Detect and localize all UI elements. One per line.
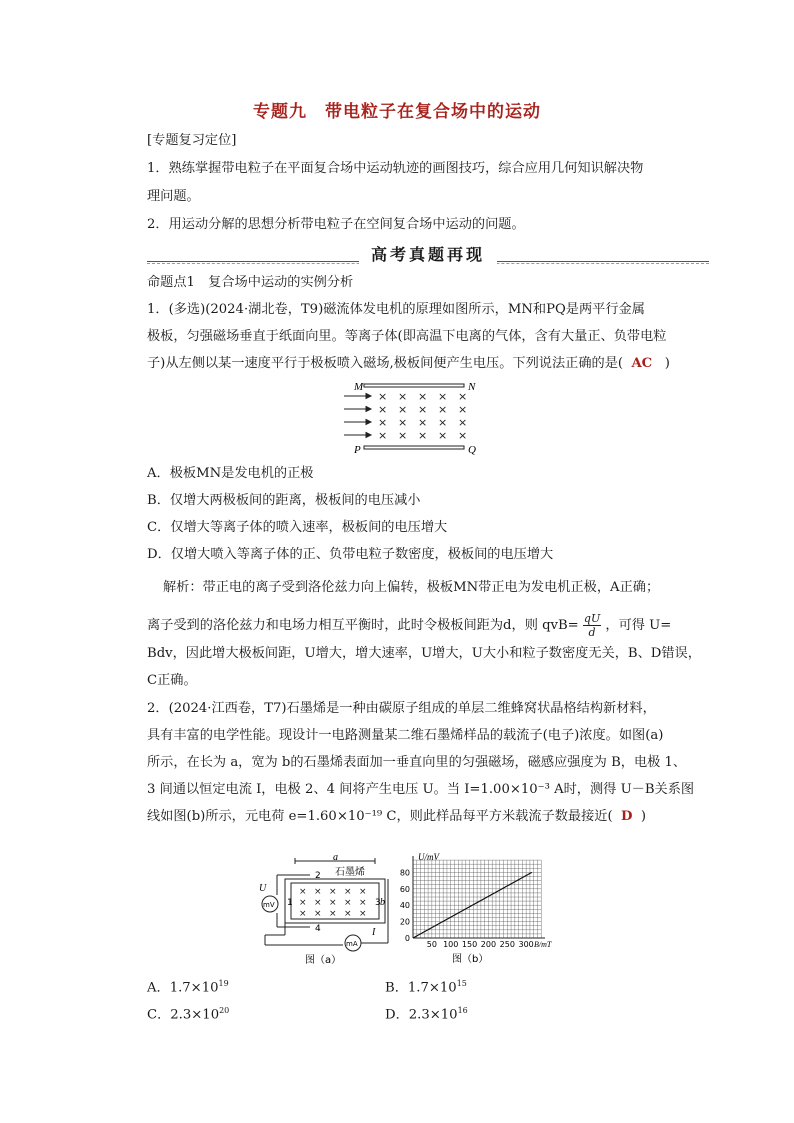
mv-label: mV (263, 901, 275, 909)
q1-option-c: C．仅增大等离子体的喷入速率，极板间的电压增大 (147, 520, 448, 535)
field-cross: × (418, 390, 428, 403)
label-p: P (354, 444, 361, 456)
field-cross: × (314, 909, 322, 919)
field-cross: × (398, 403, 408, 416)
field-cross: × (438, 403, 448, 416)
field-cross: × (438, 429, 448, 442)
field-cross: × (344, 887, 352, 897)
field-cross: × (458, 390, 468, 403)
field-cross: × (418, 429, 428, 442)
q1-solution-2: 离子受到的洛伦兹力和电场力相互平衡时，此时令极板间距为d，则 qvB= $\frac{qU}{d}$ ，可得 U= (147, 612, 672, 639)
q2-option-a: A．$1.7\times 10^{19}$ (147, 979, 229, 996)
field-cross: × (314, 898, 322, 908)
label-n: N (468, 381, 476, 393)
field-cross: × (359, 887, 367, 897)
field-cross: × (378, 416, 388, 429)
x-tick-labels (427, 940, 534, 949)
label-u: U (259, 883, 267, 894)
field-cross: × (314, 887, 322, 897)
x-tick-label: 100 (443, 940, 459, 949)
q2-option-d: D．$2.3\times 10^{16}$ (385, 1006, 468, 1023)
y-tick-label: 20 (399, 917, 410, 927)
q1-solution-1: 解析：带正电的离子受到洛伦兹力向上偏转，极板MN带正电为发电机正极，A正确； (163, 580, 660, 595)
banner-text: 高考真题再现 (359, 245, 497, 264)
y-tick-label: 40 (399, 901, 410, 911)
page-title: 专题九 带电粒子在复合场中的运动 (253, 102, 541, 122)
q2-line-2: 具有丰富的电学性能。现设计一电路测量某二维石墨烯样品的载流子(电子)浓度。如图(a) (147, 728, 664, 743)
label-a: a (333, 855, 338, 863)
review-heading: [专题复习定位] (147, 133, 237, 148)
graphene-field-crosses (299, 887, 367, 919)
q2-line-3: 所示，在长为 a，宽为 b的石墨烯表面加一垂直向里的匀强磁场，磁感应强度为 B，电极 1、 (147, 755, 687, 770)
electrode-2: 2 (315, 871, 321, 881)
label-q: Q (468, 444, 476, 456)
field-cross: × (398, 429, 408, 442)
field-cross: × (344, 909, 352, 919)
q1-option-d: D．仅增大喷入等离子体的正、负带电粒子数密度，极板间的电压增大 (147, 547, 554, 562)
field-cross: × (359, 898, 367, 908)
y-axis-label: U/mV (418, 852, 439, 862)
q1-answer: AC (631, 356, 653, 371)
q1-solution-3: Bdv，因此增大极板间距，U增大，增大速率，U增大，U大小和粒子数密度无关，B、D错误， (147, 646, 701, 661)
field-cross: × (359, 909, 367, 919)
magnetic-field-crosses (378, 390, 467, 442)
label-m: M (354, 381, 364, 393)
q1-option-a: A．极板MN是发电机的正极 (147, 466, 314, 481)
q1-solution-4: C正确。 (147, 673, 197, 688)
field-cross: × (299, 898, 307, 908)
review-item-1: 1．熟练掌握带电粒子在平面复合场中运动轨迹的画图技巧，综合应用几何知识解决物 (147, 161, 644, 176)
q1-option-b: B．仅增大两极板间的距离，极板间的电压减小 (147, 493, 421, 508)
topic-heading: 命题点1 复合场中运动的实例分析 (147, 275, 354, 290)
field-cross: × (418, 416, 428, 429)
field-cross: × (378, 429, 388, 442)
fraction-qu-over-d: $\frac{qU}{d}$ (583, 612, 601, 639)
field-cross: × (344, 898, 352, 908)
x-axis-label: B/mT (534, 940, 552, 949)
field-cross: × (329, 887, 337, 897)
q1-line-1: 1．(多选)(2024·湖北卷，T9)磁流体发电机的原理如图所示，MN和PQ是两平行金属 (147, 302, 645, 317)
field-cross: × (329, 898, 337, 908)
x-tick-label: 300 (518, 940, 534, 949)
electrode-1: 1 (287, 898, 293, 908)
field-cross: × (299, 909, 307, 919)
review-item-2: 2．用运动分解的思想分析带电粒子在空间复合场中运动的问题。 (147, 217, 525, 232)
particle-arrows (344, 394, 371, 438)
section-banner (147, 242, 709, 266)
x-tick-label: 200 (480, 940, 497, 949)
field-cross: × (458, 416, 468, 429)
y-tick-label: 0 (404, 934, 410, 943)
circuit-figure-a (255, 855, 390, 965)
x-tick-label: 150 (461, 940, 478, 949)
x-tick-label: 250 (499, 940, 515, 949)
plate-pq (364, 446, 464, 449)
x-tick-label: 50 (426, 940, 437, 949)
label-i: I (372, 927, 376, 938)
field-cross: × (378, 403, 388, 416)
label-b: b (380, 897, 385, 908)
mhd-generator-figure (340, 378, 490, 458)
q2-answer: D (621, 809, 633, 824)
q1-line-3: 子)从左侧以某一速度平行于极板喷入磁场,极板间便产生电压。下列说法正确的是( AC ) (147, 356, 670, 371)
y-tick-label: 60 (399, 884, 410, 894)
field-cross: × (329, 909, 337, 919)
field-cross: × (299, 887, 307, 897)
field-cross: × (418, 403, 428, 416)
review-item-1-cont: 理问题。 (147, 189, 200, 204)
ma-label: mA (346, 940, 358, 948)
q2-line-4: 3 间通以恒定电流 I，电极 2、4 间将产生电压 U。当 I=1.00×10⁻³ A时，测得 U－B关系图 (147, 782, 695, 797)
q2-option-b: B．$1.7\times 10^{15}$ (385, 979, 467, 996)
q2-option-c: C．$2.3\times 10^{20}$ (147, 1006, 230, 1023)
ub-chart-figure-b (390, 850, 575, 970)
electrode-4: 4 (315, 924, 321, 934)
caption-a: 图（a） (305, 955, 342, 965)
field-cross: × (378, 390, 388, 403)
material-label: 石墨烯 (335, 867, 365, 878)
plate-mn (364, 384, 464, 387)
field-cross: × (458, 429, 468, 442)
field-cross: × (398, 416, 408, 429)
chart-grid (413, 860, 541, 938)
field-cross: × (438, 416, 448, 429)
field-cross: × (398, 390, 408, 403)
caption-b: 图（b） (452, 954, 489, 965)
q1-line-2: 极板，匀强磁场垂直于纸面向里。等离子体(即高温下电离的气体，含有大量正、负带电粒 (147, 329, 667, 344)
q2-line-1: 2．(2024·江西卷，T7)石墨烯是一种由碳原子组成的单层二维蜂窝状晶格结构新材料， (147, 701, 656, 716)
q2-line-5: 线如图(b)所示，元电荷 e=1.60×10⁻¹⁹ C，则此样品每平方米载流子数最接近( D ) (147, 809, 646, 824)
field-cross: × (458, 403, 468, 416)
electrode-3: 3 (375, 898, 381, 908)
field-cross: × (438, 390, 448, 403)
y-tick-labels (400, 868, 410, 943)
y-tick-label: 80 (399, 868, 410, 878)
